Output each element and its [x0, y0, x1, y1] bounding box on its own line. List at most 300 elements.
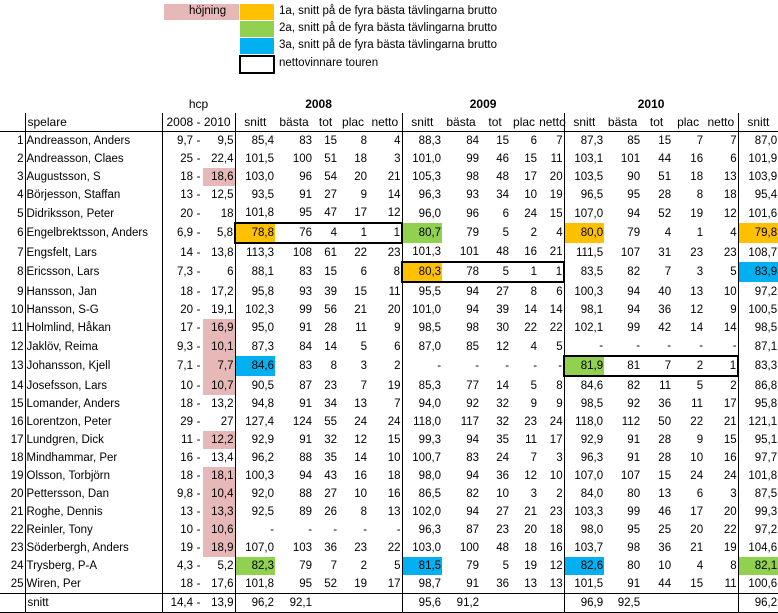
- 2010-plac: 20: [690, 524, 704, 536]
- 2009-snitt: 95,5: [418, 286, 442, 298]
- 2010-basta: 94: [627, 304, 641, 316]
- hcp-2008: 9,8: [177, 488, 193, 500]
- 2009-plac: 14: [524, 304, 538, 316]
- row-number: 23: [0, 539, 25, 557]
- 2008-netto: 9: [368, 319, 402, 337]
- hcp-2008: 11: [181, 434, 193, 446]
- total-snitt: 101,8: [748, 470, 778, 482]
- 2010-basta: 94: [627, 207, 641, 220]
- 2010-netto: 14: [704, 319, 738, 337]
- hcp-2010: 10,1: [203, 337, 235, 356]
- 2009-netto: 3: [538, 449, 564, 467]
- 2009-snitt: 101,0: [412, 304, 442, 316]
- 2008-netto: 7: [368, 395, 402, 413]
- 2009-tot: 27: [496, 286, 510, 298]
- 2008-netto: 16: [368, 485, 402, 503]
- player-name: Lundgren, Dick: [25, 431, 162, 449]
- 2009-tot: 39: [496, 304, 510, 316]
- 2008-plac: 6: [360, 266, 368, 278]
- hcp-2008: 18: [180, 171, 193, 183]
- 2008-snitt: 127,4: [245, 416, 275, 428]
- row-number: 19: [0, 467, 25, 485]
- final-snitt-header: snitt: [738, 113, 778, 132]
- footer-2010-basta: 92,5: [604, 594, 641, 613]
- 2008-netto: 1: [368, 223, 402, 243]
- 2008-tot: 51: [324, 153, 338, 165]
- 2010-basta: 98: [627, 542, 641, 554]
- 2010-plac: 7: [696, 135, 704, 147]
- 2008-plac: 20: [354, 171, 368, 183]
- 2010-basta: 91: [627, 434, 641, 446]
- total-snitt: 108,7: [748, 246, 778, 259]
- hcp-2008: 17: [180, 322, 193, 334]
- 2010-netto: 13: [704, 168, 738, 186]
- 2010-basta: 95: [627, 189, 641, 201]
- 2010-plac: 13: [690, 285, 704, 298]
- table-row: [0, 319, 778, 337]
- total-snitt: 103,9: [748, 171, 778, 183]
- 2009-basta: 101: [459, 246, 480, 258]
- 2009-tot: 32: [496, 416, 510, 428]
- legend-netto-label: nettovinnare touren: [279, 57, 379, 69]
- 2008-basta: 95: [299, 207, 313, 219]
- 2010-netto: 11: [704, 575, 738, 594]
- 2009-basta: 78: [442, 262, 480, 282]
- 2009-netto: 20: [538, 168, 564, 186]
- player-name: Olsson, Torbjörn: [25, 467, 162, 485]
- hcp-2010: 10,7: [203, 376, 235, 395]
- 2010-basta: 99: [627, 322, 641, 334]
- 2010-basta: 91: [627, 578, 641, 590]
- 2010-snitt: 98,5: [580, 398, 604, 410]
- legend-blue-swatch: [240, 38, 274, 54]
- 2008-snitt: 82,3: [235, 557, 275, 575]
- 2010-plac: 17: [690, 506, 704, 518]
- 2009-snitt: 80,3: [402, 262, 442, 282]
- 2010-tot: 44: [658, 153, 672, 165]
- 2010-basta: 107: [620, 246, 641, 259]
- table-row: [0, 431, 778, 449]
- 2009-snitt: 118,0: [413, 416, 442, 428]
- 2008-tot: 52: [324, 578, 338, 590]
- 2009-netto: 11: [538, 150, 564, 168]
- 2010-plac: 9: [696, 434, 704, 446]
- 2009-tot: 35: [496, 434, 510, 446]
- total-snitt: 104,6: [748, 542, 778, 554]
- hcp-sep: -: [196, 416, 201, 428]
- 2009-plac: 18: [524, 542, 538, 554]
- hcp-2010: 13,8: [203, 243, 235, 262]
- 2008-plac: 16: [354, 470, 368, 482]
- 2010-snitt: -: [599, 340, 604, 352]
- hcp-2008: 10: [180, 524, 193, 536]
- 2010-snitt: 81,9: [564, 356, 604, 376]
- total-snitt: 101,9: [748, 153, 778, 165]
- total-snitt: 121,1: [748, 416, 778, 428]
- 2010-snitt: 80,0: [564, 223, 604, 243]
- 2009-snitt: 86,5: [418, 488, 442, 500]
- 2009-basta: 117: [460, 416, 480, 428]
- 2010-netto: 1: [704, 356, 738, 376]
- 2010-basta: 79: [627, 227, 641, 239]
- 2009-netto: 6: [538, 282, 564, 301]
- col-header: bästa: [604, 113, 641, 132]
- 2010-netto: 9: [704, 301, 738, 319]
- 2010-snitt: 103,7: [574, 542, 604, 554]
- 2010-basta: 99: [627, 506, 641, 518]
- 2008-netto: 17: [368, 575, 402, 594]
- hcp-2008: 18: [180, 470, 193, 482]
- 2009-snitt: 96,3: [418, 189, 442, 201]
- 2010-netto: 7: [704, 132, 738, 151]
- 2008-tot: 32: [324, 434, 338, 446]
- row-number: 7: [0, 243, 25, 262]
- 2009-basta: 93: [466, 189, 480, 201]
- player-name: Hansson, S-G: [25, 301, 162, 319]
- table-row: [0, 337, 778, 356]
- 2010-tot: 36: [658, 304, 672, 316]
- 2008-snitt: 101,8: [245, 207, 275, 219]
- 2009-basta: 84: [466, 135, 480, 147]
- 2008-netto: 6: [368, 337, 402, 356]
- 2008-plac: 3: [360, 360, 368, 372]
- 2009-tot: 48: [496, 542, 510, 554]
- player-name: Trysberg, P-A: [25, 557, 162, 575]
- 2009-basta: 77: [466, 379, 480, 392]
- 2008-basta: 87: [299, 379, 313, 392]
- 2009-snitt: 102,0: [412, 506, 442, 518]
- 2009-plac: 19: [524, 560, 538, 572]
- 2010-netto: 5: [704, 262, 738, 282]
- 2010-netto: 10: [704, 282, 738, 301]
- 2010-basta: 90: [627, 171, 641, 183]
- 2008-basta: 91: [299, 322, 313, 334]
- 2010-plac: 10: [690, 452, 704, 464]
- 2009-plac: 23: [524, 416, 538, 428]
- col-header: snitt: [564, 113, 604, 132]
- hcp-2008: 18: [180, 285, 193, 298]
- 2009-tot: 5: [502, 560, 510, 572]
- row-number: 6: [0, 223, 25, 243]
- total-snitt: 97,2: [754, 285, 778, 298]
- 2008-basta: 91: [299, 189, 313, 201]
- 2009-netto: 9: [538, 395, 564, 413]
- hcp-sep: -: [196, 304, 201, 316]
- 2009-tot: 15: [496, 135, 510, 147]
- 2008-plac: 10: [354, 488, 368, 500]
- 2008-tot: 15: [324, 135, 338, 147]
- player-name: Lomander, Anders: [25, 395, 162, 413]
- hcp-2010: 17,2: [203, 282, 235, 301]
- table-row: [0, 356, 778, 376]
- total-snitt: 100,5: [748, 304, 778, 316]
- hcp-sep: -: [196, 379, 201, 392]
- 2008-netto: -: [368, 521, 402, 539]
- 2009-basta: 82: [466, 488, 480, 500]
- 2010-tot: 36: [658, 398, 672, 410]
- 2008-netto: 20: [368, 301, 402, 319]
- 2010-plac: 22: [690, 416, 704, 428]
- 2010-plac: 15: [690, 578, 704, 590]
- 2009-plac: 12: [524, 470, 538, 482]
- 2008-tot: 47: [324, 207, 338, 219]
- row-number: 24: [0, 557, 25, 575]
- 2010-tot: 13: [658, 488, 672, 500]
- year-2010-header: 2010: [637, 97, 665, 111]
- row-number: 21: [0, 503, 25, 521]
- 2009-netto: 23: [538, 503, 564, 521]
- table-row: [0, 132, 778, 151]
- row-number: 4: [0, 186, 25, 204]
- 2008-tot: 39: [324, 285, 338, 298]
- hcp-2008: 18: [180, 578, 193, 590]
- 2009-snitt: -: [437, 360, 442, 372]
- hcp-2010: 13,2: [203, 395, 235, 413]
- 2008-tot: 28: [324, 322, 338, 334]
- 2008-snitt: 94,8: [251, 398, 275, 410]
- 2009-tot: 12: [496, 340, 510, 353]
- table-row: [0, 376, 778, 395]
- hcp-2010: 27: [203, 413, 235, 431]
- 2009-basta: 98: [466, 322, 480, 334]
- 2009-snitt: 80,7: [402, 223, 442, 243]
- 2009-plac: 13: [524, 578, 538, 590]
- hcp-2010: 18: [203, 204, 235, 223]
- table-row: [0, 467, 778, 485]
- 2008-plac: 8: [360, 506, 368, 518]
- hcp-2010: 10,4: [203, 485, 235, 503]
- row-number: 16: [0, 413, 25, 431]
- col-header: snitt: [235, 113, 275, 132]
- 2010-plac: 5: [696, 380, 704, 392]
- player-name: Wiren, Per: [25, 575, 162, 594]
- row-number: 9: [0, 282, 25, 301]
- 2008-netto: 10: [368, 449, 402, 467]
- legend-orange-swatch: [240, 4, 274, 20]
- 2009-netto: 17: [538, 431, 564, 449]
- row-number: 11: [0, 319, 25, 337]
- player-name: Hansson, Jan: [25, 282, 162, 301]
- 2010-plac: 4: [696, 560, 704, 572]
- 2008-snitt: 93,5: [251, 189, 275, 201]
- header-row-years: [0, 95, 778, 113]
- 2010-basta: -: [636, 340, 641, 352]
- hcp-sep: -: [196, 542, 201, 554]
- 2008-basta: 99: [299, 304, 313, 316]
- year-2008-header: 2008: [305, 97, 332, 111]
- 2010-netto: 22: [704, 521, 738, 539]
- 2010-tot: 15: [658, 470, 672, 482]
- results-table: [0, 95, 778, 613]
- 2010-snitt: 87,3: [580, 135, 604, 147]
- 2010-netto: 16: [704, 449, 738, 467]
- 2008-basta: 100: [292, 153, 313, 165]
- 2010-snitt: 102,1: [574, 322, 604, 334]
- 2010-plac: 2: [672, 356, 704, 376]
- player-name: Reinler, Tony: [25, 521, 162, 539]
- total-snitt: 97,2: [754, 524, 778, 536]
- hcp-2008: 6,9: [177, 227, 193, 239]
- 2008-basta: 88: [299, 452, 313, 464]
- 2010-snitt: 84,0: [580, 488, 604, 500]
- 2010-netto: -: [704, 337, 738, 356]
- 2008-basta: 79: [299, 560, 313, 572]
- 2008-tot: 26: [324, 506, 338, 518]
- 2008-snitt: 96,2: [251, 452, 275, 464]
- row-number: 18: [0, 449, 25, 467]
- player-name: Mindhammar, Per: [25, 449, 162, 467]
- hcp-sep: -: [196, 470, 201, 482]
- 2009-plac: 17: [524, 171, 538, 183]
- legend-third-label: 3a, snitt på de fyra bästa tävlingarna brutto: [279, 39, 497, 51]
- 2010-tot: 15: [658, 135, 672, 147]
- row-number: 15: [0, 395, 25, 413]
- 2010-tot: 40: [658, 285, 672, 298]
- 2009-netto: 7: [538, 132, 564, 151]
- player-name: Josefsson, Lars: [25, 376, 162, 395]
- hcp-header: hcp: [188, 97, 209, 111]
- legend-second-label: 2a, snitt på de fyra bästa tävlingarna brutto: [279, 22, 497, 34]
- hcp-2010: 22,4: [203, 150, 235, 168]
- col-header: netto: [368, 113, 402, 132]
- 2009-tot: 27: [496, 506, 510, 518]
- 2009-tot: 30: [496, 322, 510, 334]
- 2009-tot: 32: [496, 398, 510, 410]
- 2010-netto: 24: [704, 467, 738, 485]
- 2009-snitt: 85,3: [418, 379, 442, 392]
- hcp-2010: 6: [203, 262, 235, 282]
- 2010-snitt: 101,5: [574, 578, 604, 590]
- 2008-basta: 88: [299, 488, 313, 500]
- table-row: [0, 150, 778, 168]
- hcp-sep: -: [196, 246, 201, 259]
- 2010-snitt: 103,1: [574, 153, 604, 165]
- 2009-tot: 6: [502, 207, 510, 220]
- 2009-snitt: 87,0: [418, 340, 442, 353]
- total-snitt: 87,5: [754, 488, 778, 500]
- 2009-basta: 100: [459, 542, 480, 554]
- 2009-basta: -: [475, 360, 480, 372]
- 2009-netto: 15: [538, 204, 564, 223]
- 2008-tot: 35: [324, 452, 338, 464]
- hcp-sep: -: [196, 360, 201, 372]
- 2008-plac: 24: [354, 416, 368, 428]
- row-number: 3: [0, 168, 25, 186]
- 2010-snitt: 111,5: [576, 246, 604, 259]
- 2009-basta: 98: [466, 171, 480, 183]
- table-row: [0, 485, 778, 503]
- hcp-sep: -: [196, 135, 201, 147]
- 2009-basta: 94: [466, 304, 480, 316]
- table-row: [0, 503, 778, 521]
- 2008-snitt: 78,8: [235, 223, 275, 243]
- hcp-2008: 20: [180, 207, 193, 220]
- 2009-plac: 22: [524, 322, 538, 334]
- 2010-netto: 8: [704, 557, 738, 575]
- hcp-sep: -: [196, 434, 201, 446]
- 2008-snitt: 90,5: [251, 379, 275, 392]
- 2009-netto: 4: [538, 223, 564, 243]
- 2010-tot: 50: [658, 416, 672, 428]
- 2010-plac: 24: [690, 470, 704, 482]
- total-snitt: 82,1: [738, 557, 778, 575]
- 2009-plac: 9: [530, 398, 538, 410]
- 2010-basta: 81: [604, 356, 641, 376]
- 2008-tot: 34: [324, 398, 338, 410]
- 2009-snitt: 96,3: [418, 524, 442, 536]
- 2010-plac: 12: [690, 304, 704, 316]
- 2008-plac: 15: [354, 285, 368, 298]
- 2008-snitt: 103,0: [245, 171, 275, 183]
- footer-2008-snitt: 96,2: [235, 594, 275, 613]
- player-name: Augustsson, S: [25, 168, 162, 186]
- 2008-netto: 18: [368, 467, 402, 485]
- 2009-netto: 21: [538, 243, 564, 262]
- col-header: tot: [480, 113, 510, 132]
- col-header: netto: [538, 113, 564, 132]
- 2010-tot: 42: [658, 322, 672, 334]
- 2009-snitt: 98,7: [418, 578, 442, 590]
- 2010-netto: 12: [704, 204, 738, 223]
- footer-label: snitt: [25, 594, 162, 613]
- table-row: [0, 223, 778, 243]
- 2010-netto: 20: [704, 503, 738, 521]
- 2008-netto: 11: [368, 282, 402, 301]
- col-header: tot: [313, 113, 338, 132]
- 2008-plac: 23: [354, 542, 368, 554]
- 2009-plac: -: [533, 360, 538, 372]
- 2008-plac: 19: [354, 578, 368, 590]
- row-number: 2: [0, 150, 25, 168]
- player-name: Lorentzon, Peter: [25, 413, 162, 431]
- table-row: [0, 575, 778, 594]
- total-snitt: 83,9: [738, 262, 778, 282]
- 2009-tot: 23: [496, 524, 510, 536]
- 2009-tot: 48: [496, 246, 510, 258]
- hcp-2008: 9,7: [177, 135, 193, 147]
- 2009-basta: 85: [466, 340, 480, 353]
- hcp-2008: 13: [180, 189, 193, 201]
- 2009-plac: 8: [530, 286, 538, 298]
- 2009-tot: 34: [496, 189, 510, 201]
- 2010-tot: 51: [658, 171, 672, 183]
- 2009-basta: 79: [466, 560, 480, 572]
- 2009-basta: 94: [466, 470, 480, 482]
- 2010-snitt: 103,3: [574, 506, 604, 518]
- col-header: plac: [510, 113, 538, 132]
- total-snitt: 87,1: [754, 340, 778, 353]
- 2009-snitt: 98,0: [418, 470, 442, 482]
- hcp-2010: 18,1: [203, 467, 235, 485]
- 2008-basta: 93: [299, 285, 313, 298]
- 2008-tot: 55: [324, 416, 338, 428]
- 2009-tot: 5: [502, 227, 510, 239]
- 2010-snitt: 98,1: [580, 304, 604, 316]
- row-number: 25: [0, 575, 25, 594]
- 2009-tot: 5: [480, 262, 510, 282]
- 2010-netto: 23: [704, 243, 738, 262]
- 2009-snitt: 100,7: [412, 452, 442, 464]
- 2010-basta: 95: [627, 524, 641, 536]
- footer-2009-snitt: 95,6: [402, 594, 442, 613]
- 2008-basta: 84: [299, 340, 313, 353]
- 2008-tot: 54: [324, 171, 338, 183]
- col-header: bästa: [275, 113, 313, 132]
- 2009-netto: 8: [538, 376, 564, 395]
- 2008-netto: 22: [368, 539, 402, 557]
- 2009-basta: 99: [466, 153, 480, 165]
- total-snitt: 98,5: [754, 322, 778, 334]
